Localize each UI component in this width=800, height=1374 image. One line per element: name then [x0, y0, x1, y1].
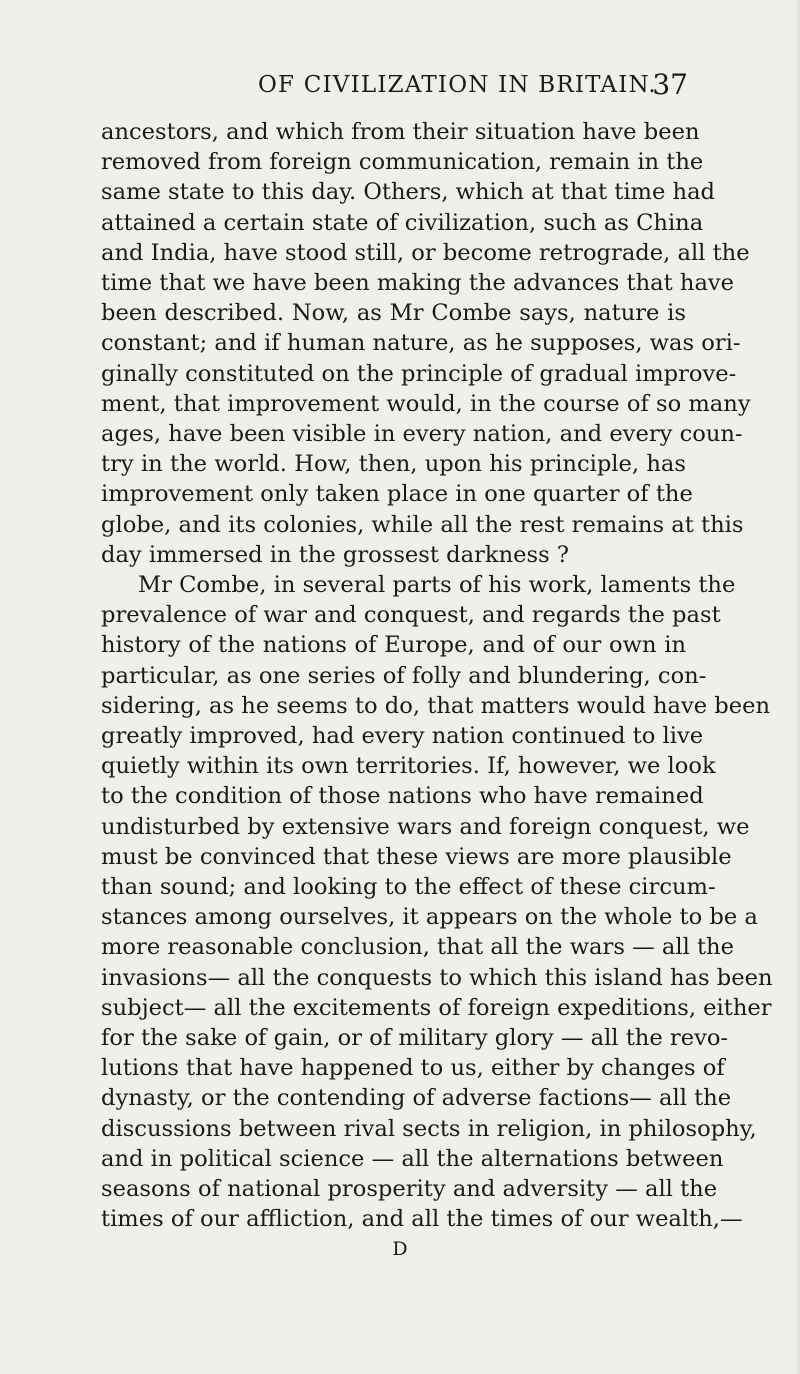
text-line: Mr Combe, in several parts of his work, laments the — [138, 572, 736, 598]
signature-mark: D — [392, 1238, 408, 1261]
running-head-title: OF CIVILIZATION IN BRITAIN. — [258, 72, 657, 98]
text-line: undisturbed by extensive wars and foreign conquest, we — [101, 813, 750, 840]
text-line: more reasonable conclusion, that all the wars — all the — [101, 934, 734, 961]
text-line: invasions— all the conquests to which this island has been — [101, 964, 773, 991]
text-line: must be convinced that these views are more plausible — [101, 843, 732, 870]
text-line: lutions that have happened to us, either by changes of — [101, 1055, 725, 1082]
text-line: quietly within its own territories. If, however, we look — [101, 753, 716, 780]
text-line: stances among ourselves, it appears on the whole to be a — [101, 904, 758, 931]
text-line: attained a certain state of civilization, such as China — [101, 209, 704, 236]
text-line: and in political science — all the alternations between — [101, 1145, 724, 1172]
text-line: ages, have been visible in every nation, and every coun- — [101, 421, 743, 447]
text-line: try in the world. How, then, upon his principle, has — [101, 451, 686, 478]
text-line: dynasty, or the contending of adverse factions— all the — [101, 1085, 732, 1112]
text-line: and India, have stood still, or become retrograde, all the — [101, 239, 750, 266]
text-line: removed from foreign communication, remain in the — [101, 149, 704, 176]
text-line: ment, that improvement would, in the course of so many — [101, 390, 751, 417]
text-line: to the condition of those nations who have remained — [101, 783, 704, 810]
text-line: times of our affliction, and all the times of our wealth,— — [101, 1206, 743, 1233]
text-line: constant; and if human nature, as he supposes, was ori- — [101, 330, 741, 357]
text-line: time that we have been making the advances that have — [101, 270, 735, 296]
text-line: same state to this day. Others, which at that time had — [101, 179, 716, 206]
text-line: sidering, as he seems to do, that matters would have been — [101, 692, 771, 719]
page-number: 37 — [652, 68, 688, 101]
text-line: globe, and its colonies, while all the rest remains at this — [101, 511, 744, 538]
text-line: ancestors, and which from their situation have been — [101, 119, 700, 145]
text-line: seasons of national prosperity and adversity — all the — [101, 1176, 718, 1202]
text-line: prevalence of war and conquest, and regards the past — [101, 602, 721, 629]
text-line: discussions between rival sects in religion, in philosophy, — [101, 1115, 757, 1142]
text-line: for the sake of gain, or of military glory — all the revo- — [101, 1025, 729, 1051]
text-line: subject— all the excitements of foreign expeditions, either — [101, 994, 772, 1021]
text-line: particular, as one series of folly and blundering, con- — [101, 662, 707, 689]
text-line: day immersed in the grossest darkness ? — [101, 541, 569, 568]
text-line: greatly improved, had every nation continued to live — [101, 723, 704, 749]
text-line: than sound; and looking to the effect of these circum- — [101, 874, 716, 900]
text-line: been described. Now, as Mr Combe says, nature is — [101, 300, 686, 327]
text-line: improvement only taken place in one quarter of the — [101, 481, 693, 508]
text-line: ginally constituted on the principle of gradual improve- — [101, 360, 737, 387]
page-edge-shadow — [794, 0, 800, 1374]
text-line: history of the nations of Europe, and of our own in — [101, 632, 686, 659]
